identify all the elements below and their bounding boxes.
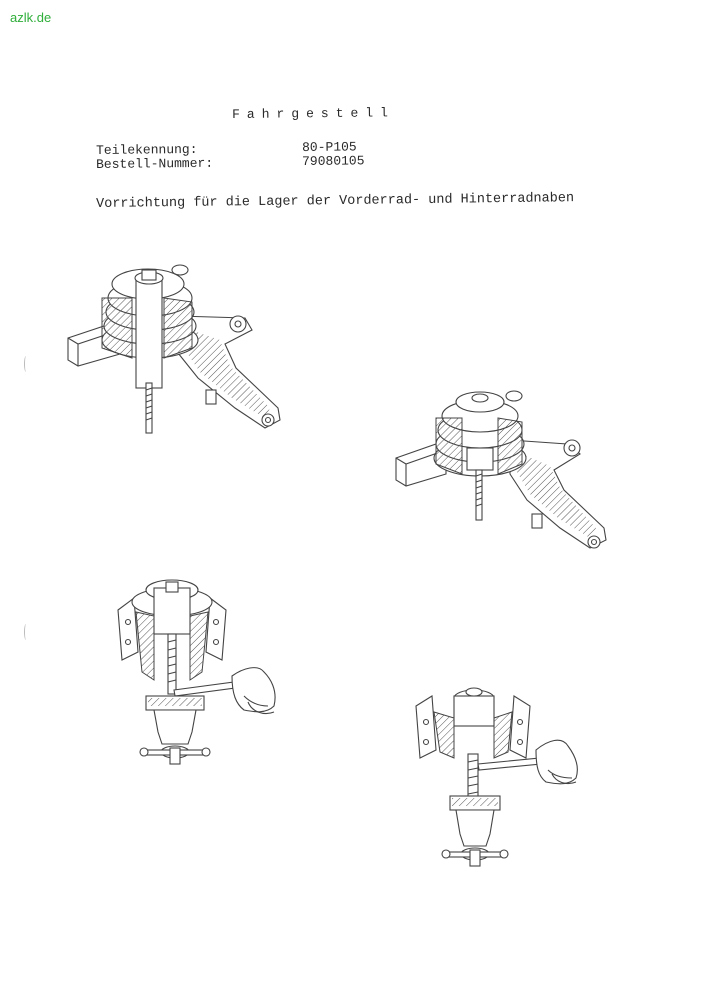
part-id-label: Teilekennung: xyxy=(96,141,198,158)
scan-mark xyxy=(24,356,28,372)
part-id-value: 80-P105 xyxy=(302,139,357,155)
order-number-label: Bestell-Nummer: xyxy=(96,155,214,172)
watermark: azlk.de xyxy=(10,10,52,25)
page-title: Fahrgestell xyxy=(232,105,395,122)
order-number-value: 79080105 xyxy=(302,153,365,169)
illustration-vise-2 xyxy=(410,678,590,873)
scan-mark xyxy=(24,624,28,640)
illustration-hub-carrier-2 xyxy=(392,378,617,563)
tool-description: Vorrichtung für die Lager der Vorderrad- und Hinterradnaben xyxy=(96,191,575,212)
illustration-hub-carrier-1 xyxy=(60,258,290,443)
illustration-vise-1 xyxy=(108,572,283,772)
